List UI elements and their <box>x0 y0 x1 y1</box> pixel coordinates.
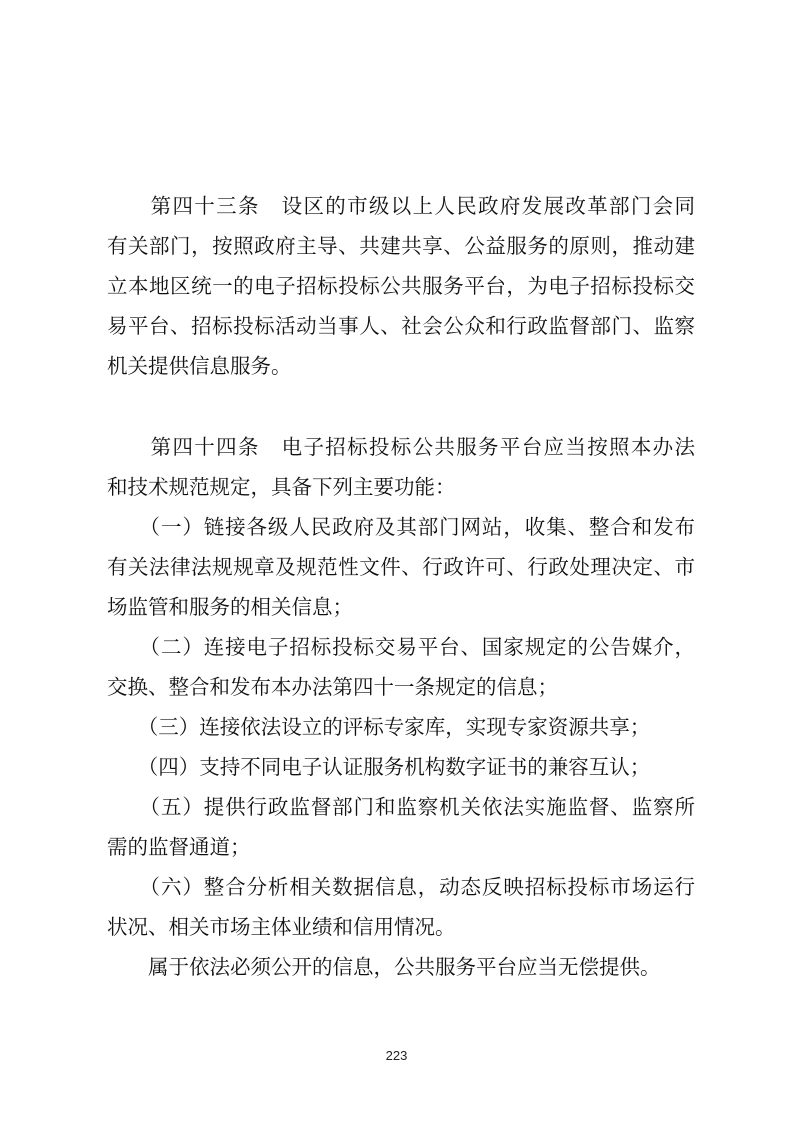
article-43-line: 机关提供信息服务。 <box>107 354 292 378</box>
article-44-line: 第四十四条 电子招标投标公共服务平台应当按照本办法 <box>107 435 695 459</box>
article-43-line: 第四十三条 设区的市级以上人民政府发展改革部门会同 <box>107 194 695 218</box>
page-number: 223 <box>385 1048 408 1063</box>
article-44-line: 场监管和服务的相关信息； <box>107 595 353 619</box>
article-44-line: 属于依法必须公开的信息，公共服务平台应当无偿提供。 <box>107 955 661 979</box>
article-43-line: 立本地区统一的电子招标投标公共服务平台，为电子招标投标交 <box>107 274 695 298</box>
article-44-line: （五）提供行政监督部门和监察机关依法实施监督、监察所 <box>107 795 695 819</box>
article-43-line: 有关部门，按照政府主导、共建共享、公益服务的原则，推动建 <box>107 234 695 258</box>
article-44-line: 状况、相关市场主体业绩和信用情况。 <box>107 915 456 939</box>
article-43-line: 易平台、招标投标活动当事人、社会公众和行政监督部门、监察 <box>107 314 695 338</box>
article-44-line: （六）整合分析相关数据信息，动态反映招标投标市场运行 <box>107 875 695 899</box>
article-44-line: 交换、整合和发布本办法第四十一条规定的信息； <box>107 675 558 699</box>
article-44-line: 有关法律法规规章及规范性文件、行政许可、行政处理决定、市 <box>107 555 695 579</box>
article-44-line: 和技术规范规定，具备下列主要功能： <box>107 475 456 499</box>
article-44-line: （三）连接依法设立的评标专家库，实现专家资源共享； <box>107 715 651 739</box>
article-44-line: 需的监督通道； <box>107 835 251 859</box>
article-44-line: （二）连接电子招标投标交易平台、国家规定的公告媒介， <box>107 635 695 659</box>
article-44-line: （四）支持不同电子认证服务机构数字证书的兼容互认； <box>107 755 651 779</box>
article-44-line: （一）链接各级人民政府及其部门网站，收集、整合和发布 <box>107 515 695 539</box>
